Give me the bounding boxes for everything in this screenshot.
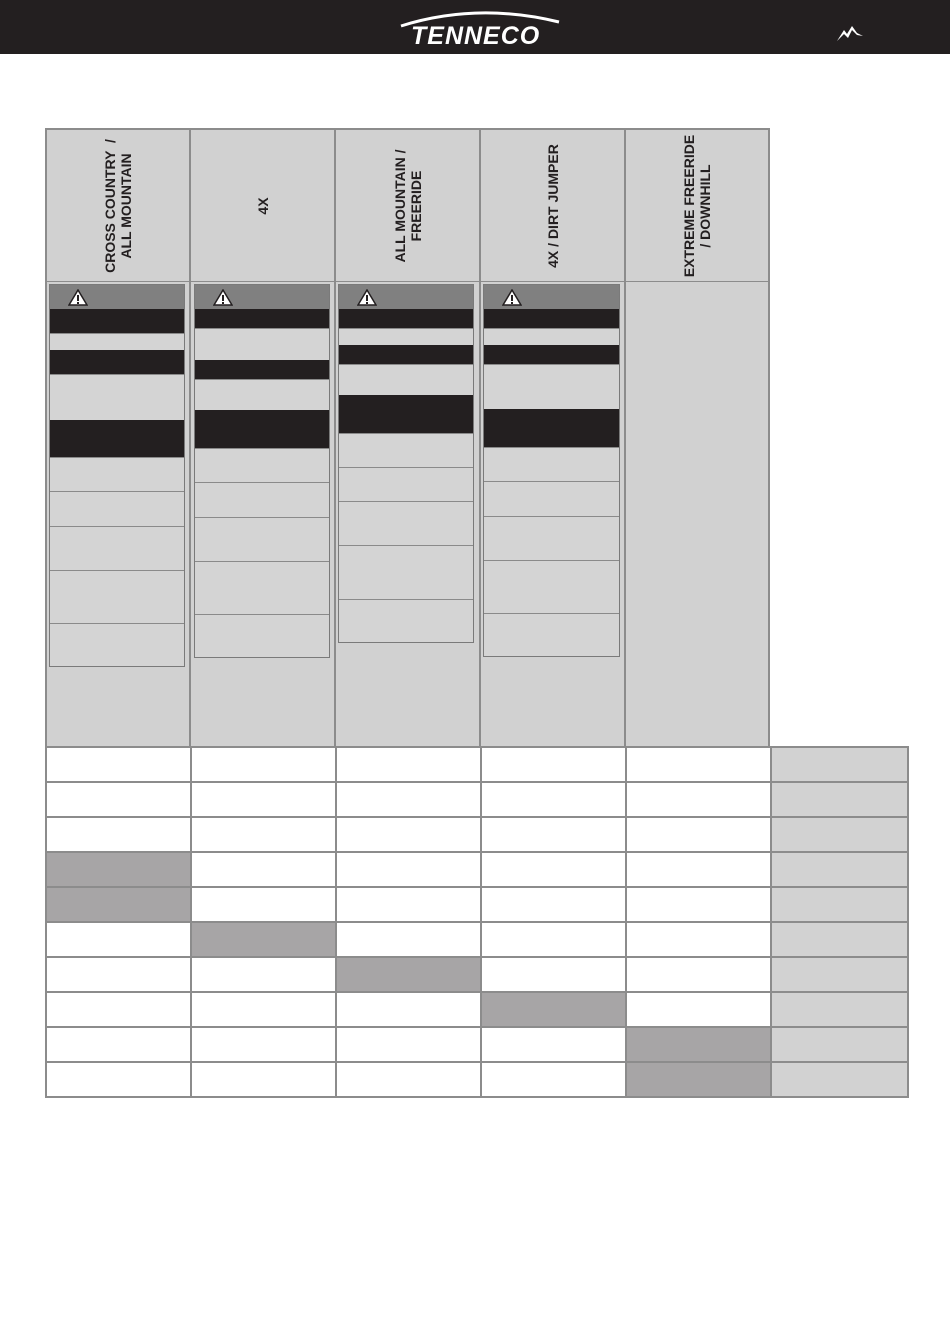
spec-band <box>195 360 329 379</box>
spec-band <box>50 623 184 666</box>
column-header-3 <box>334 128 481 283</box>
spec-band <box>50 420 184 457</box>
tenneco-logo <box>397 8 562 52</box>
grid-cell <box>336 992 481 1027</box>
spec-band <box>50 333 184 350</box>
spec-band <box>484 516 619 560</box>
spec-band <box>50 374 184 420</box>
grid-cell <box>771 957 908 992</box>
grid-cell <box>336 1062 481 1097</box>
spec-band <box>339 599 473 642</box>
grid-cell <box>626 992 771 1027</box>
grid-cell <box>191 852 336 887</box>
spec-band <box>50 309 184 333</box>
grid-cell <box>46 992 191 1027</box>
spec-stack-1 <box>49 284 185 667</box>
spec-band <box>195 561 329 614</box>
grid-cell <box>771 1062 908 1097</box>
spec-band <box>484 560 619 613</box>
grid-cell-selected <box>191 922 336 957</box>
grid-cell-selected <box>46 887 191 922</box>
grid-row <box>46 922 908 957</box>
grid-cell-selected <box>46 852 191 887</box>
grid-cell <box>481 1027 626 1062</box>
grid-cell <box>771 747 908 782</box>
warning-header <box>50 285 184 309</box>
column-header-5 <box>624 128 770 283</box>
grid-cell <box>336 817 481 852</box>
warning-triangle-icon <box>502 289 522 306</box>
grid-cell <box>481 817 626 852</box>
spec-band <box>195 309 329 328</box>
spec-band <box>484 447 619 481</box>
grid-cell-selected <box>481 992 626 1027</box>
grid-cell <box>626 817 771 852</box>
column-header-label: ALL MOUNTAIN / FREERIDE <box>391 148 424 263</box>
spec-band <box>484 345 619 364</box>
grid-cell <box>46 782 191 817</box>
grid-cell-selected <box>336 957 481 992</box>
spec-band <box>339 395 473 433</box>
grid-cell <box>336 747 481 782</box>
grid-cell <box>336 1027 481 1062</box>
spec-band <box>339 309 473 328</box>
grid-cell <box>336 782 481 817</box>
grid-cell <box>191 817 336 852</box>
grid-cell <box>481 782 626 817</box>
grid-cell <box>771 922 908 957</box>
grid-row <box>46 1062 908 1097</box>
grid-row <box>46 817 908 852</box>
column-header-label: 4X <box>254 196 271 215</box>
spec-band <box>484 364 619 409</box>
grid-cell <box>191 1062 336 1097</box>
column-header-label: 4X / DIRT JUMPER <box>544 143 561 268</box>
grid-cell <box>46 957 191 992</box>
grid-cell <box>46 817 191 852</box>
compatibility-grid <box>45 746 909 1098</box>
spec-band <box>484 409 619 447</box>
spec-stack-2 <box>194 284 330 658</box>
column-header-1 <box>45 128 191 283</box>
grid-cell <box>481 922 626 957</box>
column-body-5 <box>624 282 770 748</box>
spec-band <box>195 448 329 482</box>
grid-cell <box>626 747 771 782</box>
spec-band <box>50 491 184 526</box>
grid-cell <box>771 992 908 1027</box>
grid-cell <box>626 922 771 957</box>
spec-stack-3 <box>338 284 474 643</box>
warning-triangle-icon <box>213 289 233 306</box>
spec-band <box>50 526 184 570</box>
brand-name: TENNECO <box>411 22 541 50</box>
grid-cell <box>191 782 336 817</box>
spec-band <box>195 482 329 517</box>
spec-band <box>195 410 329 448</box>
spec-band <box>339 364 473 395</box>
grid-row <box>46 852 908 887</box>
grid-cell <box>336 922 481 957</box>
grid-row <box>46 992 908 1027</box>
grid-cell <box>191 747 336 782</box>
grid-cell-selected <box>626 1027 771 1062</box>
spec-band <box>339 433 473 467</box>
grid-row <box>46 887 908 922</box>
grid-cell <box>481 747 626 782</box>
grid-row <box>46 782 908 817</box>
grid-cell <box>191 957 336 992</box>
mountain-icon <box>836 24 864 42</box>
grid-cell <box>481 852 626 887</box>
spec-band <box>484 481 619 516</box>
spec-band <box>339 501 473 545</box>
spec-band <box>339 345 473 364</box>
column-header-2 <box>189 128 336 283</box>
grid-cell <box>771 817 908 852</box>
grid-cell <box>191 992 336 1027</box>
grid-cell <box>481 957 626 992</box>
spec-band <box>195 328 329 360</box>
spec-band <box>195 517 329 561</box>
column-header-4 <box>479 128 626 283</box>
grid-cell <box>481 1062 626 1097</box>
warning-header <box>339 285 473 309</box>
spec-band <box>339 467 473 501</box>
grid-row <box>46 747 908 782</box>
grid-cell <box>46 747 191 782</box>
spec-band <box>484 613 619 656</box>
spec-band <box>484 309 619 328</box>
spec-band <box>195 614 329 657</box>
spec-band <box>50 350 184 374</box>
spec-band <box>484 328 619 345</box>
warning-header <box>195 285 329 309</box>
grid-cell <box>191 1027 336 1062</box>
grid-cell <box>46 1027 191 1062</box>
spec-band <box>50 570 184 623</box>
column-header-label: CROSS COUNTRY / ALL MOUNTAIN <box>102 138 134 273</box>
grid-cell-selected <box>626 1062 771 1097</box>
grid-cell <box>336 852 481 887</box>
top-bar <box>0 0 950 54</box>
grid-cell <box>626 957 771 992</box>
grid-cell <box>46 1062 191 1097</box>
grid-cell <box>771 782 908 817</box>
grid-row <box>46 957 908 992</box>
spec-band <box>195 379 329 410</box>
grid-cell <box>481 887 626 922</box>
warning-header <box>484 285 619 309</box>
grid-cell <box>626 887 771 922</box>
grid-cell <box>626 782 771 817</box>
warning-triangle-icon <box>68 289 88 306</box>
grid-cell <box>771 852 908 887</box>
column-header-label: EXTREME FREERIDE / DOWNHILL <box>681 134 713 277</box>
spec-band <box>50 457 184 491</box>
spec-stack-4 <box>483 284 620 657</box>
grid-row <box>46 1027 908 1062</box>
warning-triangle-icon <box>357 289 377 306</box>
grid-cell <box>771 1027 908 1062</box>
grid-cell <box>336 887 481 922</box>
grid-cell <box>771 887 908 922</box>
grid-cell <box>626 852 771 887</box>
grid-cell <box>191 887 336 922</box>
spec-band <box>339 328 473 345</box>
grid-cell <box>46 922 191 957</box>
spec-band <box>339 545 473 599</box>
